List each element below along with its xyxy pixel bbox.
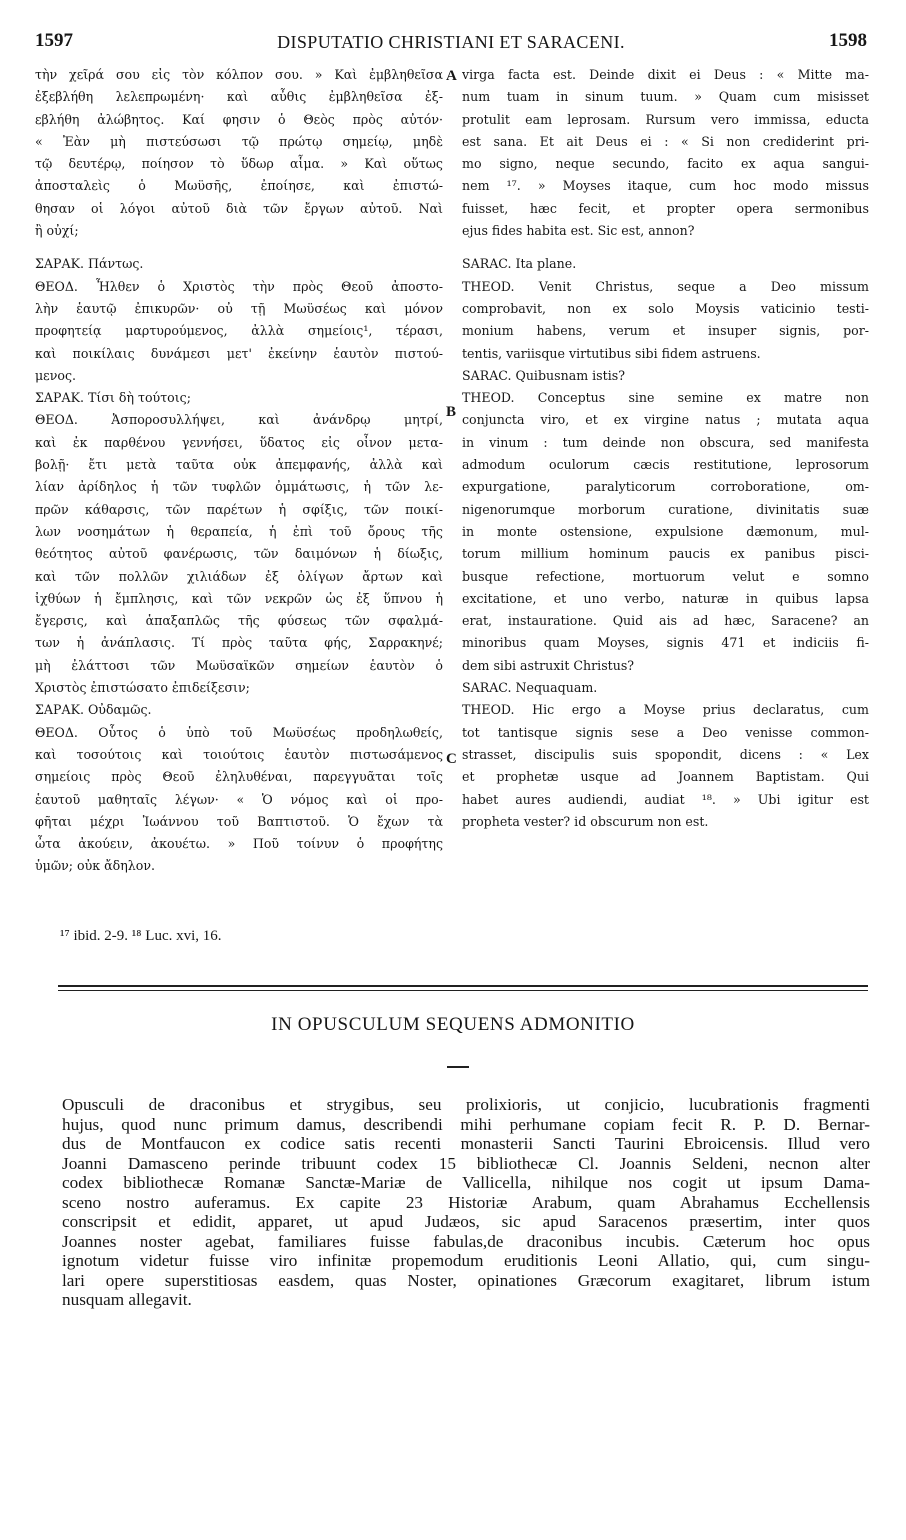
text-line: Opusculi de draconibus et strygibus, seu prolixioris, ut conjicio, lucubrationis fragmenti [62,1095,870,1114]
text-line: et prophetæ usque ad Joannem Baptistam. Qui [462,769,869,785]
text-line: ὑμῶν; οὐκ ἄδηλον. [35,858,155,874]
footnote: ¹⁷ ibid. 2-9. ¹⁸ Luc. xvi, 16. [60,928,222,944]
latin-column [462,64,869,833]
text-line: των ἡ ἀνάπλασις. Τί πρὸς ταῦτα φής, Σαρρακηνέ; [35,635,443,651]
text-line: monium habens, verum et insuper signis, por- [462,323,869,339]
right-page-number: 1598 [829,30,867,51]
text-line: THEOD. Conceptus sine semine ex matre non [462,390,869,406]
text-line: expurgatione, paralyticorum corroboratione, om- [462,479,869,495]
text-line: comprobavit, non ex solo Moysis vaticinio testi- [462,300,869,316]
text-line: habet aures audiendi, audiat ¹⁸. » Ubi igitur est [462,791,869,807]
text-line: λων νοσημάτων ἡ θεραπεία, ἡ ἐπὶ τοῦ ὄρους τῆς [35,523,443,539]
paragraph-gap [35,242,443,253]
text-line: τὴν χεῖρά σου εἰς τὸν κόλπον σου. » Καὶ ἐμβληθεῖσα [35,67,443,82]
text-line: nigenorumque morborum curatione, divinitatis suæ [462,501,869,517]
text-line: tot tantisque signis sese a Deo venisse common- [462,724,869,740]
text-line: nem ¹⁷. » Moyses itaque, cum hoc modo missus [462,178,869,194]
margin-letter-c: C [446,751,457,767]
text-line: καὶ τῶν πολλῶν χιλιάδων ἐξ ὀλίγων ἄρτων καὶ [35,568,443,584]
margin-letter-a: A [446,68,457,84]
text-line: torum millium hominum paucis ex panibus pisci- [462,546,869,562]
text-line: tentis, variisque virtutibus sibi fidem astruens. [462,345,761,361]
text-line: προφητείᾳ μαρτυρούμενος, ἀλλὰ σημείοις¹, τέρασι, [35,323,443,339]
text-line: ἑαυτοῦ μαθηταῖς λέγων· « Ὁ νόμος καὶ οἱ προ- [35,791,443,807]
text-line: SARAC. Quibusnam istis? [462,367,625,383]
admonitio-text [62,1095,870,1310]
greek-column [35,64,443,878]
text-line: θεότητος αὐτοῦ φανέρωσις, τῶν δαιμόνων ἡ δίωξις, [35,546,443,562]
text-line: conscripsit et edidit, apparet, ut apud Judæos, sic apud Saracenos præsertim, inter quos [62,1212,870,1231]
separator-rule [58,985,868,987]
text-line: καὶ ἐκ παρθένου γεννήσει, ὕδατος εἰς οἶνον μετα- [35,434,443,450]
text-line: sceno nostro auferamus. Ex capite 23 Historiæ Arabum, quam Abrahamus Ecchellensis [62,1192,870,1212]
margin-letter-b: B [446,404,457,420]
text-line: erat, instauratione. Quid ais ad hæc, Saracene? an [462,613,869,629]
text-line: εβλήθη ἀλώβητος. Καί φησιν ὁ Θεὸς πρὸς αὐτόν· [35,111,443,127]
text-line: καὶ ποικίλαις δυνάμεσι μετ' ἐκείνην ἑαυτὸν πιστού- [35,345,443,361]
text-line: Χριστὸς ἐπιστώσατο ἐπιδείξεσιν; [35,680,250,696]
text-line: est sana. Et ait Deus ei : « Si non crediderint pri- [462,133,869,149]
text-line: καὶ τοσούτοις καὶ τοιούτοις ἑαυτὸν πιστωσάμενος [35,746,443,762]
text-line: ἢ οὐχί; [35,223,79,239]
text-line: ἰχθύων ἡ ἔμπλησις, καὶ τῶν νεκρῶν ὡς ἐξ ὕπνου ἡ [35,590,443,606]
text-line: ἐξεβλήθη λελεπρωμένη· καὶ αὖθις ἐμβληθεῖσα ἐξ- [35,89,443,105]
text-line: λίαν ἀρίδηλος ἡ τῶν τυφλῶν ὀμμάτωσις, ἡ τῶν λε- [35,479,443,495]
text-line: ΘΕΟΔ. Ἀσποροσυλλήψει, καὶ ἀνάνδρῳ μητρί, [35,412,443,428]
text-line: λὴν ἑαυτῷ ἐπικυρῶν· οὐ τῇ Μωϋσέως καὶ μόνον [35,300,443,316]
text-line: codex bibliothecæ Romanæ Sanctæ-Mariæ de Vallicella, nihilque nos cogit ut ipsum Dama- [62,1173,870,1192]
text-line: THEOD. Venit Christus, seque a Deo missum [462,278,869,294]
text-line: ΣΑΡΑΚ. Τίσι δὴ τούτοις; [35,390,191,406]
paragraph-gap [462,242,869,253]
text-line: SARAC. Nequaquam. [462,680,598,696]
text-line: num tuam in sinum tuum. » Quam cum misisset [462,89,869,105]
text-line: THEOD. Hic ergo a Moyse prius declaratus, cum [462,702,869,718]
section-title: IN OPUSCULUM SEQUENS ADMONITIO [271,1014,635,1035]
running-title: DISPUTATIO CHRISTIANI ET SARACENI. [277,32,625,52]
text-line: ΣΑΡΑΚ. Πάντως. [35,256,144,272]
text-line: ejus fides habita est. Sic est, annon? [462,223,695,239]
text-line: πρῶν κάθαρσις, τῶν παρέτων ἡ σφίξις, τῶν ποικί- [35,501,443,517]
left-page-number: 1597 [35,30,73,51]
text-line: dem sibi astruxit Christus? [462,657,635,673]
text-line: dus de Montfaucon ex codice satis recenti monasterii Sancti Taurini Ebroicensis. Illud vero [62,1134,870,1153]
text-line: strasset, discipulis suis spopondit, dicens : « Lex [462,746,869,762]
text-line: μὴ ἐλάττοσι τῶν Μωϋσαϊκῶν σημείων ἑαυτὸν ὁ [35,657,443,673]
text-line: protulit eam leprosam. Rursum vero immissa, educta [462,111,869,127]
text-line: θησαν οἱ λόγοι αὐτοῦ διὰ τῶν ἔργων αὐτοῦ. Ναὶ [35,200,443,216]
text-line: SARAC. Ita plane. [462,256,577,272]
text-line: ἀποσταλεὶς ὁ Μωϋσῆς, ἐποίησε, καὶ ἐπιστώ- [35,178,443,194]
text-line: in monte ostensione, expulsione dæmonum, mul- [462,523,869,539]
text-line: ἔγερσις, καὶ ἁπαξαπλῶς τῆς φύσεως τῶν σφαλμά- [35,613,443,629]
separator-rule-thin [58,990,868,991]
text-line: ΘΕΟΔ. Ἦλθεν ὁ Χριστὸς τὴν πρὸς Θεοῦ ἀποστο- [35,278,443,294]
text-line: conjuncta viro, et ex virgine natus ; mutata aqua [462,412,869,428]
page-header [35,30,867,56]
text-line: minoribus quam Moyses, signis 471 et indiciis fi- [462,635,869,651]
text-line: σημείοις πρὸς Θεοῦ ἐληλυθέναι, παρεγγυᾶται τοῖς [35,769,443,785]
text-line: ΣΑΡΑΚ. Οὐδαμῶς. [35,702,152,718]
text-line: hujus, quod nunc primum damus, describendi mihi perhumane copiam fecit R. P. D. Bernar- [62,1114,870,1134]
text-line: lari opere superstitiosas easdem, quas Noster, opinationes Græcorum exagitaret, librum istum [62,1270,870,1290]
text-line: μενος. [35,367,77,383]
text-line: βολῇ· ἔτι μετὰ ταῦτα οὐκ ἀπεμφανής, ἀλλὰ καὶ [35,457,443,473]
text-line: propheta vester? id obscurum non est. [462,813,709,829]
text-line: φῆται μέχρι Ἰωάννου τοῦ Βαπτιστοῦ. Ὁ ἔχων τὰ [35,813,443,829]
text-line: mo signo, neque secundo, facito ex aqua sangui- [462,156,869,172]
text-line: admodum oculorum cæcis restitutione, leprosorum [462,457,869,473]
text-line: nusquam allegavit. [62,1290,192,1309]
text-line: τῷ δευτέρῳ, ποίησον τὸ ὕδωρ αἷμα. » Καὶ οὕτως [35,156,443,172]
text-line: busque refectione, mortuorum velut e somno [462,568,869,584]
text-line: fuisset, hæc fecit, et propter opera sermonibus [462,200,869,216]
text-line: excitatione, et uno verbo, naturæ in quibus lapsa [462,590,869,606]
text-line: Joannes noster agebat, familiares fuisse fabulas,de draconibus incubis. Cæterum hoc opus [62,1231,870,1251]
text-line: in vinum : tum deinde non obscura, sed manifesta [462,434,869,450]
text-line: ὦτα ἀκούειν, ἀκουέτω. » Ποῦ τοίνυν ὁ προφήτης [35,836,443,852]
title-dash [447,1066,469,1068]
text-line: ignotum videtur fuisse viro infinitæ propemodum eruditionis Leoni Allatio, qui, cum singu- [62,1251,870,1270]
text-line: Joanni Damasceno perinde tribuunt codex 15 bibliothecæ Cl. Joannis Seldeni, necnon alter [62,1153,870,1173]
text-line: virga facta est. Deinde dixit ei Deus : « Mitte ma- [462,67,869,82]
text-line: « Ἐὰν μὴ πιστεύσωσι τῷ πρώτῳ σημείῳ, μηδὲ [35,133,443,149]
text-line: ΘΕΟΔ. Οὗτος ὁ ὑπὸ τοῦ Μωϋσέως προδηλωθείς, [35,724,443,740]
